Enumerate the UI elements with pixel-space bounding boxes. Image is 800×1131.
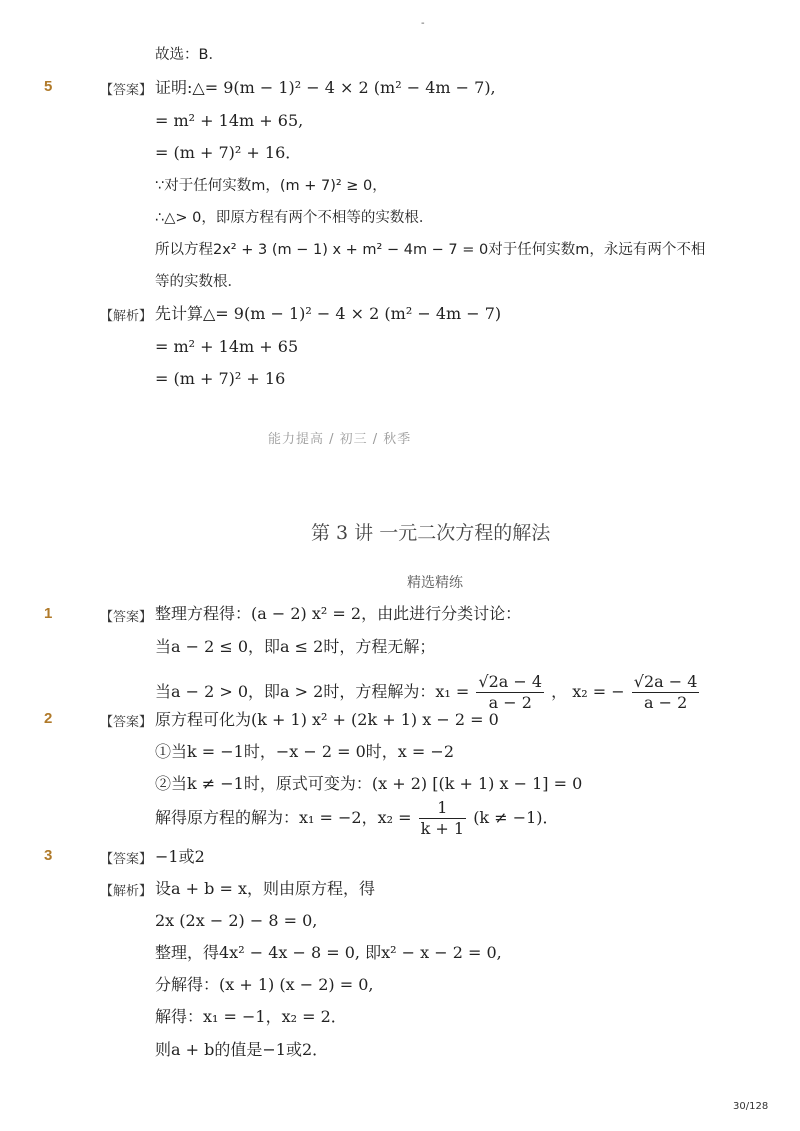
q2-x2-numerator: 1 [419,798,466,819]
q5-answer-line-6: 所以方程2x² + 3 (m − 1) x + m² − 4m − 7 = 0对于任何实数m，永远有两个不相 [155,242,706,258]
question-number-3: 3 [44,847,53,864]
q3-analysis-line-1: 设a + b = x，则由原方程，得 [155,879,375,898]
question-number-1: 1 [44,605,53,622]
q2-answer-tag: 【答案】 [100,715,153,730]
q5-answer-line-5: ∴△> 0，即原方程有两个不相等的实数根． [155,210,434,226]
question-number-2: 2 [44,710,53,727]
q1-line-2: 当a − 2 ≤ 0，即a ≤ 2时，方程无解； [155,637,436,656]
q5-answer-line-2: = m² + 14m + 65, [155,111,304,130]
section-title: 精选精练 [407,575,463,591]
q3-answer-tag: 【答案】 [100,852,153,867]
q1-x1-fraction [476,672,544,713]
q2-line-3: ②当k ≠ −1时，原式可变为：(x + 2) [(k + 1) x − 1] = 0 [155,774,583,793]
question-number-5: 5 [44,78,53,95]
q3-analysis-line-2: 2x (2x − 2) − 8 = 0, [155,911,318,930]
q5-answer-tag: 【答案】 [100,83,153,98]
q2-x2-fraction [419,798,466,839]
q5-analysis-line-2: = m² + 14m + 65 [155,337,299,356]
q3-answer: −1或2 [155,847,205,866]
q1-x2-fraction [632,672,700,713]
q2-line-4-prefix: 解得原方程的解为：x₁ = −2，x₂ = [155,808,412,827]
q1-x1-numerator: √2a − 4 [478,672,543,691]
page-marker: - [421,18,425,29]
q5-answer-line-4: ∵对于任何实数m，(m + 7)² ≥ 0， [155,178,387,194]
q3-analysis-line-4: 分解得：(x + 1) (x − 2) = 0, [155,975,374,994]
q2-line-1: 原方程可化为(k + 1) x² + (2k + 1) x − 2 = 0 [155,710,499,729]
q3-analysis-line-5: 解得：x₁ = −1，x₂ = 2． [155,1007,347,1026]
q3-analysis-line-3: 整理，得4x² − 4x − 8 = 0, 即x² − x − 2 = 0, [155,943,502,962]
q3-analysis-line-6: 则a + b的值是−1或2． [155,1040,329,1059]
q1-x2-numerator: √2a − 4 [633,672,698,691]
q2-line-4-suffix: (k ≠ −1)． [473,808,559,827]
previous-answer-choice: 故选：B． [155,47,223,63]
q5-answer-line-3: = (m + 7)² + 16． [155,143,302,162]
q1-line-1: 整理方程得：(a − 2) x² = 2，由此进行分类讨论： [155,604,522,623]
q1-x1-denominator: a − 2 [488,693,532,712]
q3-analysis-tag: 【解析】 [100,884,153,899]
q5-analysis-tag: 【解析】 [100,309,153,324]
q5-answer-line-1: 证明:△= 9(m − 1)² − 4 × 2 (m² − 4m − 7), [155,78,496,97]
q1-line-3-mid: ， x₂ = − [551,682,625,701]
q5-answer-line-7: 等的实数根． [155,274,242,290]
q2-x2-denominator: k + 1 [420,819,465,838]
q2-line-2: ①当k = −1时，−x − 2 = 0时，x = −2 [155,742,454,761]
q5-analysis-line-3: = (m + 7)² + 16 [155,369,286,388]
chapter-title: 第 3 讲 一元二次方程的解法 [311,522,551,544]
q2-line-4 [155,798,559,839]
page-number: 30/128 [733,1101,769,1112]
q1-line-3-prefix: 当a − 2 > 0，即a > 2时，方程解为：x₁ = [155,682,470,701]
q1-answer-tag: 【答案】 [100,610,153,625]
q1-line-3 [155,672,701,713]
course-footer: 能力提高 / 初三 / 秋季 [268,432,412,447]
q5-analysis-line-1: 先计算△= 9(m − 1)² − 4 × 2 (m² − 4m − 7) [155,304,502,323]
q1-x2-denominator: a − 2 [643,693,688,712]
